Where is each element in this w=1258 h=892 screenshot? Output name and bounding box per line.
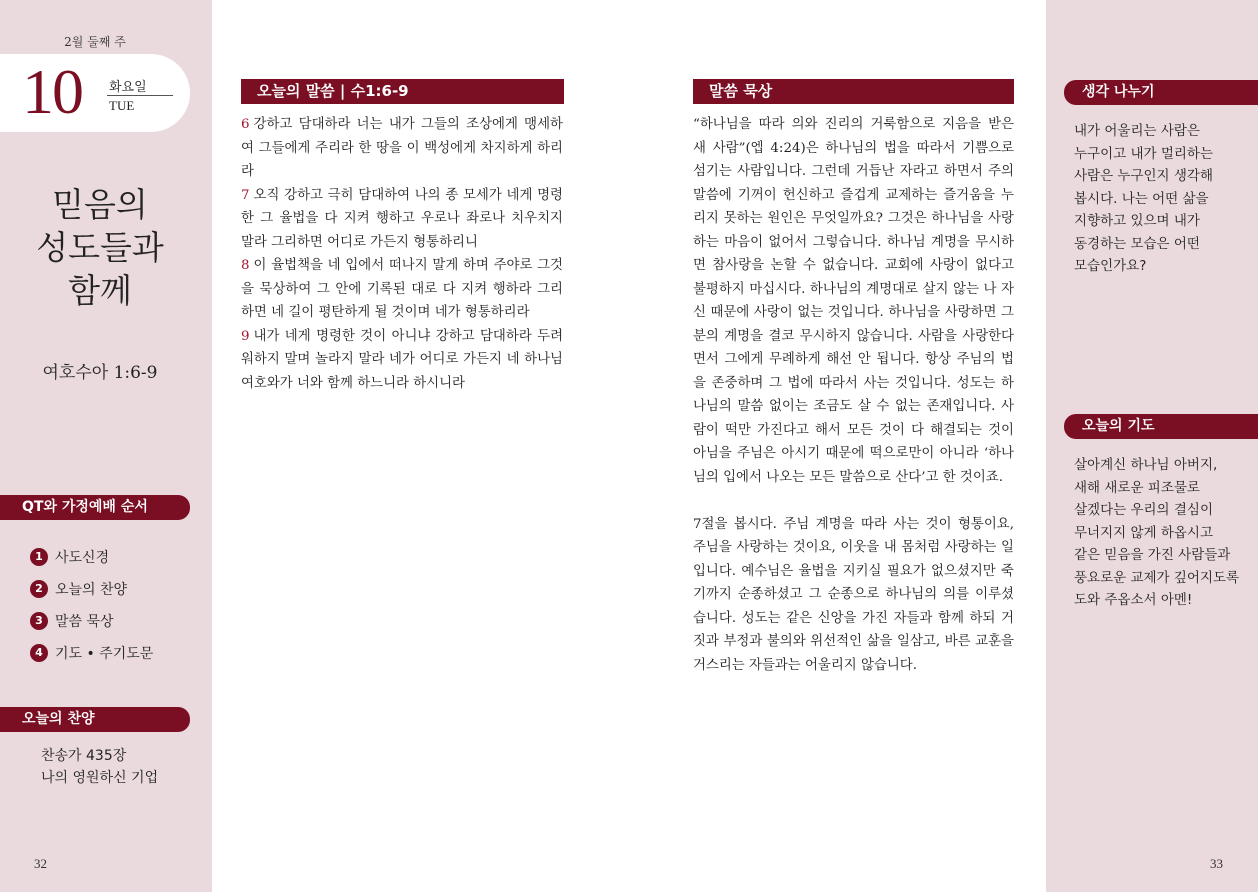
prayer-heading: 오늘의 기도	[1064, 414, 1258, 439]
date-block	[0, 54, 190, 132]
scripture-verses	[241, 113, 563, 395]
verse	[241, 113, 563, 184]
verse	[241, 184, 563, 255]
today-word-heading: 오늘의 말씀 | 수1:6-9	[241, 79, 564, 104]
step-number-badge: 4	[30, 644, 48, 662]
theme-title-line: 성도들과	[36, 228, 164, 267]
prayer-text: 살아계신 하나님 아버지, 새해 새로운 피조물로 살겠다는 우리의 결심이 무너지지 않게 하옵시고 같은 믿음을 가진 사람들과 풍요로운 교제가 깊어지도록 도와 주옵소서 아멘!	[1074, 457, 1240, 608]
step-number-badge: 1	[30, 548, 48, 566]
page-number-left: 32	[34, 856, 47, 871]
scripture-reference: 여호수아 1:6-9	[42, 363, 158, 383]
verse	[241, 254, 563, 325]
qt-order-list	[30, 541, 153, 669]
date-divider	[107, 95, 173, 96]
verse	[241, 325, 563, 396]
step-label: 사도신경	[55, 550, 110, 566]
theme-title-line: 함께	[68, 271, 132, 310]
list-item	[30, 605, 153, 637]
verse-text: 이 율법책을 네 입에서 떠나지 말게 하며 주야로 그것을 묵상하여 그 안에 기록된 대로 다 지켜 행하라 그리하면 네 길이 평탄하게 될 것이며 네가 형통하리라	[241, 258, 563, 320]
verse-text: 내가 네게 명령한 것이 아니냐 강하고 담대하라 두려워하지 말며 놀라지 말라 네가 어디로 가든지 네 하나님 여호와가 너와 함께 하느니라 하시니라	[241, 328, 563, 391]
sharing-text: 내가 어울리는 사람은 누구이고 내가 멀리하는 사람은 누구인지 생각해 봅시다. 나는 어떤 삶을 지향하고 있으며 내가 동경하는 모습은 어떤 모습인가요?	[1074, 123, 1213, 274]
hymn-info	[41, 745, 158, 789]
meditation-body	[693, 113, 1014, 701]
left-sidebar	[0, 0, 212, 892]
verse-number: 6	[241, 117, 250, 132]
hymn-title: 나의 영원하신 기업	[41, 770, 159, 786]
day-korean: 화요일	[109, 80, 147, 95]
day-english: TUE	[109, 98, 135, 113]
hymn-number: 찬송가 435장	[41, 748, 127, 764]
verse-number: 7	[241, 187, 250, 203]
step-label: 기도 • 주기도문	[55, 646, 154, 662]
date-number: 10	[22, 56, 82, 127]
sharing-heading: 생각 나누기	[1064, 80, 1258, 105]
meditation-paragraph: “하나님을 따라 의와 진리의 거룩함으로 지음을 받은 새 사람”(엡 4:24)은 하나님의 법을 따라서 기쁨으로 섬기는 사람입니다. 그런데 거듭난 자라고 하면서 주의 말씀에 기꺼이 헌신하고 즐겁게 교제하는 즐거움을 누리지 못하는 원인은 무엇일까요? 그것은 하나님을 사랑하는 마음이 없어서 그렇습니다. 하나님 계명을 무시하면 참사랑을 논할 수 없습니다. 교회에 사랑이 없다고 불평하지 마십시다. 하나님의 계명대로 살지 않는 나 자신 때문에 사랑이 없는 것입니다. 하나님을 사랑하면 그분의 계명을 결코 무시하지 않습니다. 사람을 사랑한다면서 그에게 무례하게 해선 안 됩니다. 항상 주님의 법을 존중하며 그 법에 따라서 사는 것입니다. 성도는 하나님의 말씀 없이는 조금도 살 수 없는 존재입니다. 사람이 떡만 가진다고 해서 모든 것이 다 해결되는 것이 아님을 주님은 아시기 때문에 떡으로만이 아니라 ‘하나님의 입에서 나오는 모든 말씀으로 산다’고 한 것이죠.	[693, 117, 1014, 485]
list-item	[30, 541, 153, 573]
step-number-badge: 2	[30, 580, 48, 598]
page-number-right: 33	[1210, 856, 1223, 871]
step-number-badge: 3	[30, 612, 48, 630]
meditation-paragraph: 7절을 봅시다. 주님 계명을 따라 사는 것이 형통이요, 주님을 사랑하는 것이요, 이웃을 내 몸처럼 사랑하는 일입니다. 예수님은 율법을 지키실 필요가 없으셨지만 죽기까지 순종하셨고 그 순종으로 하나님의 의를 이루셨습니다. 성도는 같은 신앙을 가진 자들과 함께 하되 거짓과 부정과 불의와 위선적인 삶을 일삼고, 바른 교훈을 거스리는 자들과는 어울리지 않습니다.	[693, 516, 1014, 673]
list-item	[30, 573, 153, 605]
meditation-heading: 말씀 묵상	[693, 79, 1014, 104]
week-label: 2월 둘째 주	[64, 35, 126, 49]
hymn-heading: 오늘의 찬양	[0, 707, 190, 732]
verse-text: 오직 강하고 극히 담대하여 나의 종 모세가 네게 명령한 그 율법을 다 지켜 행하고 우로나 좌로나 치우치지 말라 그리하면 어디로 가든지 형통하리니	[241, 187, 563, 250]
list-item	[30, 637, 153, 669]
step-label: 말씀 묵상	[55, 614, 114, 630]
verse-number: 9	[241, 328, 250, 344]
verse-number: 8	[241, 258, 250, 273]
theme-title	[0, 183, 200, 312]
qt-order-heading: QT와 가정예배 순서	[0, 495, 190, 520]
theme-title-line: 믿음의	[52, 185, 148, 224]
verse-text: 강하고 담대하라 너는 내가 그들의 조상에게 맹세하여 그들에게 주리라 한 땅을 이 백성에게 차지하게 하리라	[241, 117, 563, 179]
step-label: 오늘의 찬양	[55, 582, 128, 598]
